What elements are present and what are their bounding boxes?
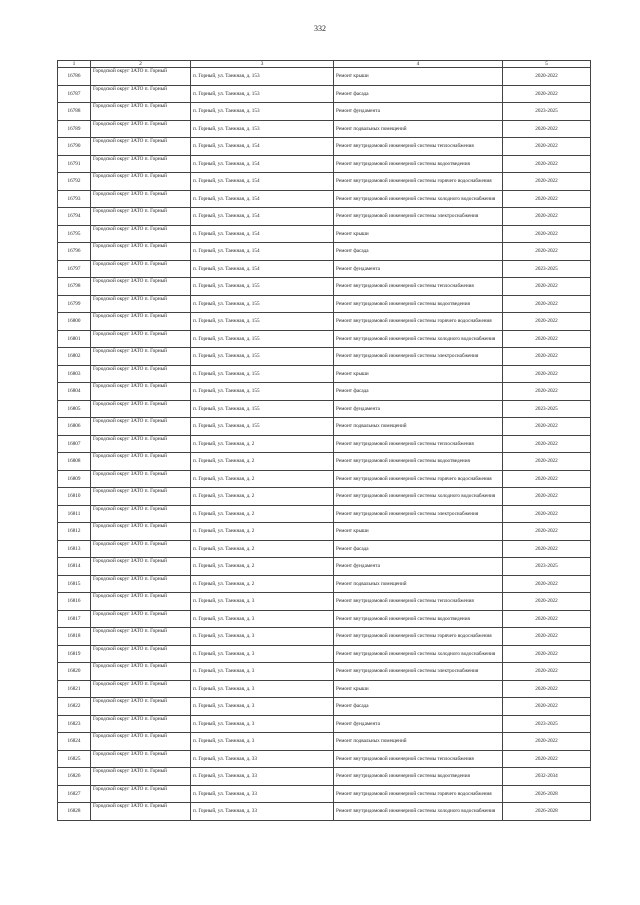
municipality-cell: Городской округ ЗАТО п. Горный	[91, 540, 191, 558]
table-row	[58, 295, 591, 313]
work-type-cell: Ремонт фундамента	[334, 103, 503, 121]
municipality-cell: Городской округ ЗАТО п. Горный	[91, 383, 191, 401]
row-number: 16804	[58, 383, 91, 401]
address-cell: п. Горный, ул. Таежная, д. 155	[191, 278, 334, 296]
work-type-cell: Ремонт внутридомовой инженерной системы водоотведения	[334, 155, 503, 173]
municipality-cell: Городской округ ЗАТО п. Горный	[91, 803, 191, 821]
municipality-cell: Городской округ ЗАТО п. Горный	[91, 768, 191, 786]
municipality-cell: Городской округ ЗАТО п. Горный	[91, 155, 191, 173]
municipality-cell: Городской округ ЗАТО п. Горный	[91, 698, 191, 716]
work-type-cell: Ремонт внутридомовой инженерной системы электроснабжения	[334, 663, 503, 681]
address-cell: п. Горный, ул. Таежная, д. 3	[191, 593, 334, 611]
period-cell: 2020-2022	[503, 610, 591, 628]
row-number: 16801	[58, 330, 91, 348]
period-cell: 2023-2025	[503, 715, 591, 733]
address-cell: п. Горный, ул. Таежная, д. 154	[191, 208, 334, 226]
municipality-cell: Городской округ ЗАТО п. Горный	[91, 190, 191, 208]
row-number: 16825	[58, 750, 91, 768]
repair-schedule-table	[57, 60, 591, 821]
row-number: 16823	[58, 715, 91, 733]
table-row	[58, 663, 591, 681]
work-type-cell: Ремонт фундамента	[334, 260, 503, 278]
municipality-cell: Городской округ ЗАТО п. Горный	[91, 628, 191, 646]
table-row	[58, 330, 591, 348]
address-cell: п. Горный, ул. Таежная, д. 155	[191, 383, 334, 401]
address-cell: п. Горный, ул. Таежная, д. 2	[191, 470, 334, 488]
table-row	[58, 750, 591, 768]
work-type-cell: Ремонт внутридомовой инженерной системы холодного водоснабжения	[334, 190, 503, 208]
row-number: 16798	[58, 278, 91, 296]
address-cell: п. Горный, ул. Таежная, д. 2	[191, 435, 334, 453]
municipality-cell: Городской округ ЗАТО п. Горный	[91, 575, 191, 593]
address-cell: п. Горный, ул. Таежная, д. 155	[191, 365, 334, 383]
address-cell: п. Горный, ул. Таежная, д. 155	[191, 330, 334, 348]
work-type-cell: Ремонт внутридомовой инженерной системы электроснабжения	[334, 505, 503, 523]
page-number: 332	[314, 24, 326, 33]
table-row	[58, 803, 591, 821]
address-cell: п. Горный, ул. Таежная, д. 33	[191, 750, 334, 768]
table-row	[58, 505, 591, 523]
address-cell: п. Горный, ул. Таежная, д. 155	[191, 400, 334, 418]
period-cell: 2020-2022	[503, 680, 591, 698]
work-type-cell: Ремонт внутридомовой инженерной системы холодного водоснабжения	[334, 645, 503, 663]
work-type-cell: Ремонт внутридомовой инженерной системы теплоснабжения	[334, 593, 503, 611]
table-row	[58, 733, 591, 751]
address-cell: п. Горный, ул. Таежная, д. 155	[191, 313, 334, 331]
period-cell: 2020-2022	[503, 733, 591, 751]
table-row	[58, 575, 591, 593]
municipality-cell: Городской округ ЗАТО п. Горный	[91, 295, 191, 313]
table-row	[58, 68, 591, 86]
row-number: 16796	[58, 243, 91, 261]
address-cell: п. Горный, ул. Таежная, д. 2	[191, 575, 334, 593]
period-cell: 2020-2022	[503, 68, 591, 86]
period-cell: 2020-2022	[503, 155, 591, 173]
address-cell: п. Горный, ул. Таежная, д. 3	[191, 680, 334, 698]
table-row	[58, 768, 591, 786]
table-row	[58, 365, 591, 383]
address-cell: п. Горный, ул. Таежная, д. 3	[191, 698, 334, 716]
municipality-cell: Городской округ ЗАТО п. Горный	[91, 313, 191, 331]
row-number: 16806	[58, 418, 91, 436]
table-row	[58, 85, 591, 103]
municipality-cell: Городской округ ЗАТО п. Горный	[91, 260, 191, 278]
municipality-cell: Городской округ ЗАТО п. Горный	[91, 488, 191, 506]
address-cell: п. Горный, ул. Таежная, д. 2	[191, 540, 334, 558]
period-cell: 2020-2022	[503, 383, 591, 401]
period-cell: 2020-2022	[503, 190, 591, 208]
period-cell: 2020-2022	[503, 488, 591, 506]
table-row	[58, 628, 591, 646]
municipality-cell: Городской округ ЗАТО п. Горный	[91, 680, 191, 698]
row-number: 16815	[58, 575, 91, 593]
municipality-cell: Городской округ ЗАТО п. Горный	[91, 103, 191, 121]
column-header: 5	[503, 61, 591, 68]
municipality-cell: Городской округ ЗАТО п. Горный	[91, 243, 191, 261]
municipality-cell: Городской округ ЗАТО п. Горный	[91, 138, 191, 156]
table-row	[58, 225, 591, 243]
row-number: 16818	[58, 628, 91, 646]
period-cell: 2020-2022	[503, 365, 591, 383]
period-cell: 2020-2022	[503, 698, 591, 716]
municipality-cell: Городской округ ЗАТО п. Горный	[91, 593, 191, 611]
table-row	[58, 785, 591, 803]
municipality-cell: Городской округ ЗАТО п. Горный	[91, 505, 191, 523]
table-row	[58, 435, 591, 453]
row-number: 16813	[58, 540, 91, 558]
municipality-cell: Городской округ ЗАТО п. Горный	[91, 173, 191, 191]
period-cell: 2020-2022	[503, 628, 591, 646]
address-cell: п. Горный, ул. Таежная, д. 33	[191, 803, 334, 821]
row-number: 16820	[58, 663, 91, 681]
work-type-cell: Ремонт внутридомовой инженерной системы теплоснабжения	[334, 138, 503, 156]
period-cell: 2032-2034	[503, 768, 591, 786]
work-type-cell: Ремонт фасада	[334, 383, 503, 401]
table-row	[58, 120, 591, 138]
column-header: 2	[91, 61, 191, 68]
table-body	[58, 68, 591, 821]
table-row	[58, 278, 591, 296]
row-number: 16786	[58, 68, 91, 86]
row-number: 16808	[58, 453, 91, 471]
row-number: 16805	[58, 400, 91, 418]
work-type-cell: Ремонт внутридомовой инженерной системы электроснабжения	[334, 208, 503, 226]
table-row	[58, 540, 591, 558]
work-type-cell: Ремонт крыши	[334, 523, 503, 541]
table-row	[58, 418, 591, 436]
row-number: 16822	[58, 698, 91, 716]
period-cell: 2020-2022	[503, 330, 591, 348]
row-number: 16787	[58, 85, 91, 103]
table-row	[58, 698, 591, 716]
address-cell: п. Горный, ул. Таежная, д. 3	[191, 663, 334, 681]
period-cell: 2020-2022	[503, 120, 591, 138]
municipality-cell: Городской округ ЗАТО п. Горный	[91, 663, 191, 681]
period-cell: 2023-2025	[503, 558, 591, 576]
address-cell: п. Горный, ул. Таежная, д. 3	[191, 715, 334, 733]
table-row	[58, 208, 591, 226]
row-number: 16811	[58, 505, 91, 523]
work-type-cell: Ремонт крыши	[334, 68, 503, 86]
address-cell: п. Горный, ул. Таежная, д. 2	[191, 488, 334, 506]
row-number: 16821	[58, 680, 91, 698]
work-type-cell: Ремонт крыши	[334, 680, 503, 698]
row-number: 16810	[58, 488, 91, 506]
municipality-cell: Городской округ ЗАТО п. Горный	[91, 610, 191, 628]
work-type-cell: Ремонт подвальных помещений	[334, 418, 503, 436]
work-type-cell: Ремонт фундамента	[334, 558, 503, 576]
column-header: 4	[334, 61, 503, 68]
period-cell: 2026-2028	[503, 803, 591, 821]
table-row	[58, 400, 591, 418]
address-cell: п. Горный, ул. Таежная, д. 3	[191, 610, 334, 628]
table-row	[58, 383, 591, 401]
row-number: 16793	[58, 190, 91, 208]
table-row	[58, 523, 591, 541]
municipality-cell: Городской округ ЗАТО п. Горный	[91, 418, 191, 436]
table-row	[58, 645, 591, 663]
period-cell: 2023-2025	[503, 400, 591, 418]
period-cell: 2020-2022	[503, 750, 591, 768]
municipality-cell: Городской округ ЗАТО п. Горный	[91, 470, 191, 488]
period-cell: 2020-2022	[503, 645, 591, 663]
address-cell: п. Горный, ул. Таежная, д. 153	[191, 68, 334, 86]
address-cell: п. Горный, ул. Таежная, д. 155	[191, 348, 334, 366]
row-number: 16816	[58, 593, 91, 611]
work-type-cell: Ремонт фундамента	[334, 400, 503, 418]
period-cell: 2020-2022	[503, 173, 591, 191]
row-number: 16791	[58, 155, 91, 173]
row-number: 16789	[58, 120, 91, 138]
table-row	[58, 453, 591, 471]
period-cell: 2020-2022	[503, 225, 591, 243]
row-number: 16792	[58, 173, 91, 191]
address-cell: п. Горный, ул. Таежная, д. 155	[191, 295, 334, 313]
period-cell: 2020-2022	[503, 575, 591, 593]
address-cell: п. Горный, ул. Таежная, д. 3	[191, 733, 334, 751]
work-type-cell: Ремонт внутридомовой инженерной системы теплоснабжения	[334, 278, 503, 296]
work-type-cell: Ремонт подвальных помещений	[334, 120, 503, 138]
row-number: 16807	[58, 435, 91, 453]
work-type-cell: Ремонт внутридомовой инженерной системы холодного водоснабжения	[334, 330, 503, 348]
work-type-cell: Ремонт внутридомовой инженерной системы водоотведения	[334, 768, 503, 786]
row-number: 16817	[58, 610, 91, 628]
municipality-cell: Городской округ ЗАТО п. Горный	[91, 120, 191, 138]
municipality-cell: Городской округ ЗАТО п. Горный	[91, 330, 191, 348]
row-number: 16814	[58, 558, 91, 576]
work-type-cell: Ремонт подвальных помещений	[334, 733, 503, 751]
row-number: 16800	[58, 313, 91, 331]
work-type-cell: Ремонт внутридомовой инженерной системы водоотведения	[334, 610, 503, 628]
period-cell: 2020-2022	[503, 348, 591, 366]
work-type-cell: Ремонт внутридомовой инженерной системы холодного водоснабжения	[334, 488, 503, 506]
work-type-cell: Ремонт внутридомовой инженерной системы водоотведения	[334, 453, 503, 471]
period-cell: 2023-2025	[503, 103, 591, 121]
address-cell: п. Горный, ул. Таежная, д. 3	[191, 645, 334, 663]
address-cell: п. Горный, ул. Таежная, д. 154	[191, 138, 334, 156]
column-header: 3	[191, 61, 334, 68]
municipality-cell: Городской округ ЗАТО п. Горный	[91, 400, 191, 418]
table-row	[58, 558, 591, 576]
municipality-cell: Городской округ ЗАТО п. Горный	[91, 435, 191, 453]
table-row	[58, 313, 591, 331]
municipality-cell: Городской округ ЗАТО п. Горный	[91, 278, 191, 296]
address-cell: п. Горный, ул. Таежная, д. 2	[191, 453, 334, 471]
municipality-cell: Городской округ ЗАТО п. Горный	[91, 453, 191, 471]
address-cell: п. Горный, ул. Таежная, д. 153	[191, 103, 334, 121]
address-cell: п. Горный, ул. Таежная, д. 154	[191, 190, 334, 208]
row-number: 16827	[58, 785, 91, 803]
table-row	[58, 243, 591, 261]
row-number: 16826	[58, 768, 91, 786]
address-cell: п. Горный, ул. Таежная, д. 3	[191, 628, 334, 646]
table-row	[58, 593, 591, 611]
address-cell: п. Горный, ул. Таежная, д. 2	[191, 558, 334, 576]
address-cell: п. Горный, ул. Таежная, д. 153	[191, 85, 334, 103]
period-cell: 2020-2022	[503, 540, 591, 558]
table-row	[58, 173, 591, 191]
period-cell: 2020-2022	[503, 523, 591, 541]
table-row	[58, 260, 591, 278]
column-number-row	[58, 61, 591, 68]
work-type-cell: Ремонт фасада	[334, 243, 503, 261]
table-row	[58, 155, 591, 173]
municipality-cell: Городской округ ЗАТО п. Горный	[91, 733, 191, 751]
address-cell: п. Горный, ул. Таежная, д. 2	[191, 523, 334, 541]
work-type-cell: Ремонт внутридомовой инженерной системы горячего водоснабжения	[334, 628, 503, 646]
period-cell: 2020-2022	[503, 208, 591, 226]
period-cell: 2020-2022	[503, 295, 591, 313]
period-cell: 2020-2022	[503, 435, 591, 453]
work-type-cell: Ремонт внутридомовой инженерной системы горячего водоснабжения	[334, 785, 503, 803]
table-row	[58, 470, 591, 488]
period-cell: 2020-2022	[503, 278, 591, 296]
row-number: 16797	[58, 260, 91, 278]
period-cell: 2020-2022	[503, 663, 591, 681]
period-cell: 2020-2022	[503, 418, 591, 436]
work-type-cell: Ремонт крыши	[334, 365, 503, 383]
work-type-cell: Ремонт внутридомовой инженерной системы водоотведения	[334, 295, 503, 313]
work-type-cell: Ремонт внутридомовой инженерной системы теплоснабжения	[334, 435, 503, 453]
work-type-cell: Ремонт фундамента	[334, 715, 503, 733]
table-row	[58, 610, 591, 628]
row-number: 16788	[58, 103, 91, 121]
work-type-cell: Ремонт внутридомовой инженерной системы горячего водоснабжения	[334, 173, 503, 191]
address-cell: п. Горный, ул. Таежная, д. 154	[191, 225, 334, 243]
address-cell: п. Горный, ул. Таежная, д. 33	[191, 768, 334, 786]
period-cell: 2020-2022	[503, 453, 591, 471]
period-cell: 2020-2022	[503, 243, 591, 261]
work-type-cell: Ремонт внутридомовой инженерной системы теплоснабжения	[334, 750, 503, 768]
row-number: 16794	[58, 208, 91, 226]
row-number: 16795	[58, 225, 91, 243]
address-cell: п. Горный, ул. Таежная, д. 33	[191, 785, 334, 803]
table-row	[58, 103, 591, 121]
row-number: 16828	[58, 803, 91, 821]
municipality-cell: Городской округ ЗАТО п. Горный	[91, 750, 191, 768]
row-number: 16803	[58, 365, 91, 383]
period-cell: 2020-2022	[503, 313, 591, 331]
row-number: 16819	[58, 645, 91, 663]
table-row	[58, 348, 591, 366]
work-type-cell: Ремонт фасада	[334, 85, 503, 103]
address-cell: п. Горный, ул. Таежная, д. 153	[191, 120, 334, 138]
work-type-cell: Ремонт фасада	[334, 698, 503, 716]
row-number: 16812	[58, 523, 91, 541]
table-row	[58, 488, 591, 506]
period-cell: 2020-2022	[503, 470, 591, 488]
municipality-cell: Городской округ ЗАТО п. Горный	[91, 365, 191, 383]
municipality-cell: Городской округ ЗАТО п. Горный	[91, 785, 191, 803]
table-row	[58, 680, 591, 698]
column-header: 1	[58, 61, 91, 68]
municipality-cell: Городской округ ЗАТО п. Горный	[91, 85, 191, 103]
period-cell: 2023-2025	[503, 260, 591, 278]
period-cell: 2020-2022	[503, 138, 591, 156]
address-cell: п. Горный, ул. Таежная, д. 2	[191, 505, 334, 523]
work-type-cell: Ремонт подвальных помещений	[334, 575, 503, 593]
address-cell: п. Горный, ул. Таежная, д. 154	[191, 173, 334, 191]
municipality-cell: Городской округ ЗАТО п. Горный	[91, 348, 191, 366]
table-row	[58, 715, 591, 733]
period-cell: 2026-2028	[503, 785, 591, 803]
municipality-cell: Городской округ ЗАТО п. Горный	[91, 208, 191, 226]
period-cell: 2020-2022	[503, 505, 591, 523]
work-type-cell: Ремонт фасада	[334, 540, 503, 558]
work-type-cell: Ремонт внутридомовой инженерной системы холодного водоснабжения	[334, 803, 503, 821]
address-cell: п. Горный, ул. Таежная, д. 155	[191, 418, 334, 436]
row-number: 16799	[58, 295, 91, 313]
period-cell: 2020-2022	[503, 593, 591, 611]
municipality-cell: Городской округ ЗАТО п. Горный	[91, 523, 191, 541]
municipality-cell: Городской округ ЗАТО п. Горный	[91, 68, 191, 86]
row-number: 16809	[58, 470, 91, 488]
table-row	[58, 190, 591, 208]
row-number: 16802	[58, 348, 91, 366]
municipality-cell: Городской округ ЗАТО п. Горный	[91, 558, 191, 576]
address-cell: п. Горный, ул. Таежная, д. 154	[191, 155, 334, 173]
address-cell: п. Горный, ул. Таежная, д. 154	[191, 243, 334, 261]
table-row	[58, 138, 591, 156]
municipality-cell: Городской округ ЗАТО п. Горный	[91, 715, 191, 733]
work-type-cell: Ремонт внутридомовой инженерной системы горячего водоснабжения	[334, 313, 503, 331]
period-cell: 2020-2022	[503, 85, 591, 103]
row-number: 16824	[58, 733, 91, 751]
municipality-cell: Городской округ ЗАТО п. Горный	[91, 225, 191, 243]
work-type-cell: Ремонт крыши	[334, 225, 503, 243]
address-cell: п. Горный, ул. Таежная, д. 154	[191, 260, 334, 278]
row-number: 16790	[58, 138, 91, 156]
work-type-cell: Ремонт внутридомовой инженерной системы электроснабжения	[334, 348, 503, 366]
municipality-cell: Городской округ ЗАТО п. Горный	[91, 645, 191, 663]
work-type-cell: Ремонт внутридомовой инженерной системы горячего водоснабжения	[334, 470, 503, 488]
